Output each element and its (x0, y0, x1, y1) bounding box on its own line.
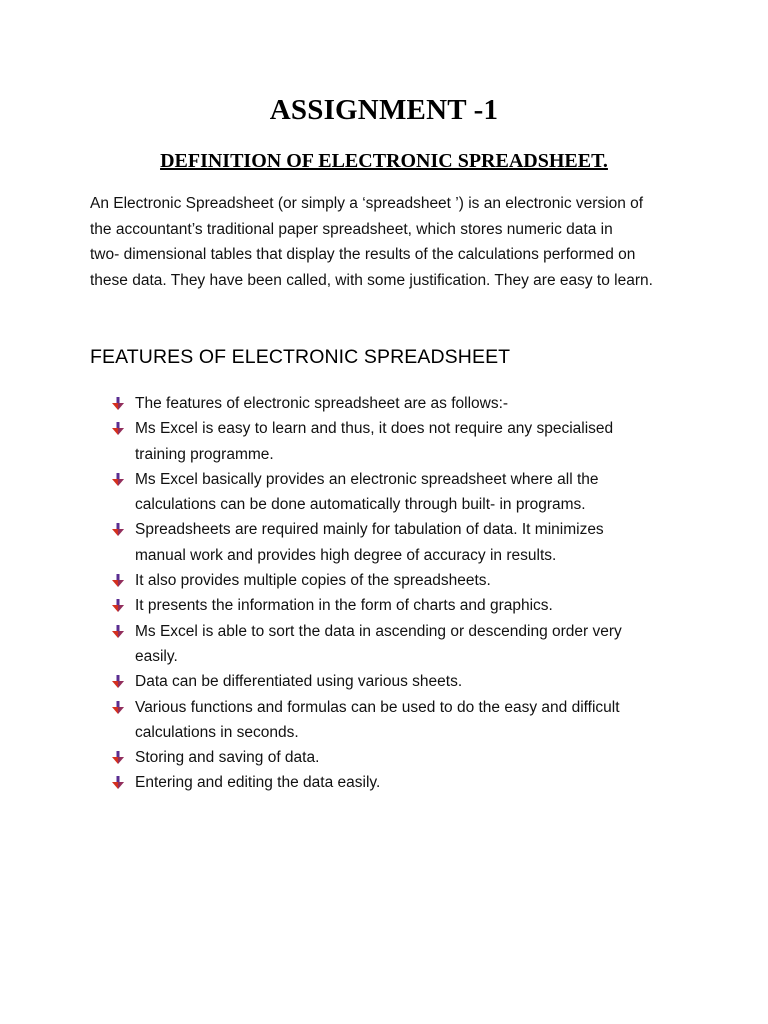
section-subtitle: DEFINITION OF ELECTRONIC SPREADSHEET. (160, 150, 608, 172)
arrow-down-bullet-icon (112, 574, 124, 587)
definition-paragraph (90, 191, 690, 293)
feature-list-item (112, 416, 702, 467)
page-title: ASSIGNMENT -1 (269, 94, 499, 126)
paragraph-line: An Electronic Spreadsheet (or simply a ‘spreadsheet ’) is an electronic version of (90, 195, 644, 212)
arrow-down-bullet-icon (112, 776, 124, 789)
features-list (112, 391, 702, 796)
feature-text-line: easily. (135, 647, 178, 665)
feature-list-item (112, 467, 702, 518)
feature-text-line: Various functions and formulas can be used to do the easy and difficult (135, 698, 620, 716)
arrow-down-bullet-icon (112, 397, 124, 410)
feature-text-line: The features of electronic spreadsheet are as follows:- (135, 395, 509, 412)
arrow-down-bullet-icon (112, 625, 124, 638)
feature-text-line: Spreadsheets are required mainly for tabulation of data. It minimizes (135, 521, 604, 539)
feature-list-item (112, 770, 702, 795)
feature-list-item (112, 593, 702, 618)
feature-text-line: It also provides multiple copies of the spreadsheets. (135, 572, 491, 590)
features-heading: FEATURES OF ELECTRONIC SPREADSHEET (90, 346, 511, 368)
feature-text-line: manual work and provides high degree of accuracy in results. (135, 546, 557, 564)
feature-text-line: It presents the information in the form of charts and graphics. (135, 597, 553, 615)
feature-list-item (112, 669, 702, 694)
feature-text-line: Data can be differentiated using various sheets. (135, 673, 463, 691)
feature-list-item (112, 695, 702, 746)
arrow-down-bullet-icon (112, 422, 124, 435)
arrow-down-bullet-icon (112, 523, 124, 536)
arrow-down-bullet-icon (112, 473, 124, 486)
feature-text-line: Ms Excel is easy to learn and thus, it does not require any specialised (135, 420, 614, 438)
feature-list-item (112, 619, 702, 670)
feature-list-item (112, 568, 702, 593)
feature-text-line: Ms Excel basically provides an electronic spreadsheet where all the (135, 470, 599, 488)
feature-text-line: Storing and saving of data. (135, 749, 320, 767)
paragraph-line: two- dimensional tables that display the results of the calculations performed on (90, 246, 636, 263)
arrow-down-bullet-icon (112, 675, 124, 688)
feature-text-line: Entering and editing the data easily. (135, 774, 381, 792)
feature-text-line: calculations can be done automatically through built- in programs. (135, 496, 586, 514)
paragraph-line: these data. They have been called, with some justification. They are easy to learn. (90, 271, 653, 289)
arrow-down-bullet-icon (112, 599, 124, 612)
arrow-down-bullet-icon (112, 701, 124, 714)
paragraph-line: the accountant’s traditional paper spreadsheet, which stores numeric data in (90, 220, 613, 238)
feature-text-line: Ms Excel is able to sort the data in ascending or descending order very (135, 622, 622, 640)
feature-text-line: calculations in seconds. (135, 723, 299, 741)
feature-list-item (112, 517, 702, 568)
feature-text-line: training programme. (135, 445, 274, 463)
feature-list-item (112, 745, 702, 770)
arrow-down-bullet-icon (112, 751, 124, 764)
feature-list-item (112, 391, 702, 416)
